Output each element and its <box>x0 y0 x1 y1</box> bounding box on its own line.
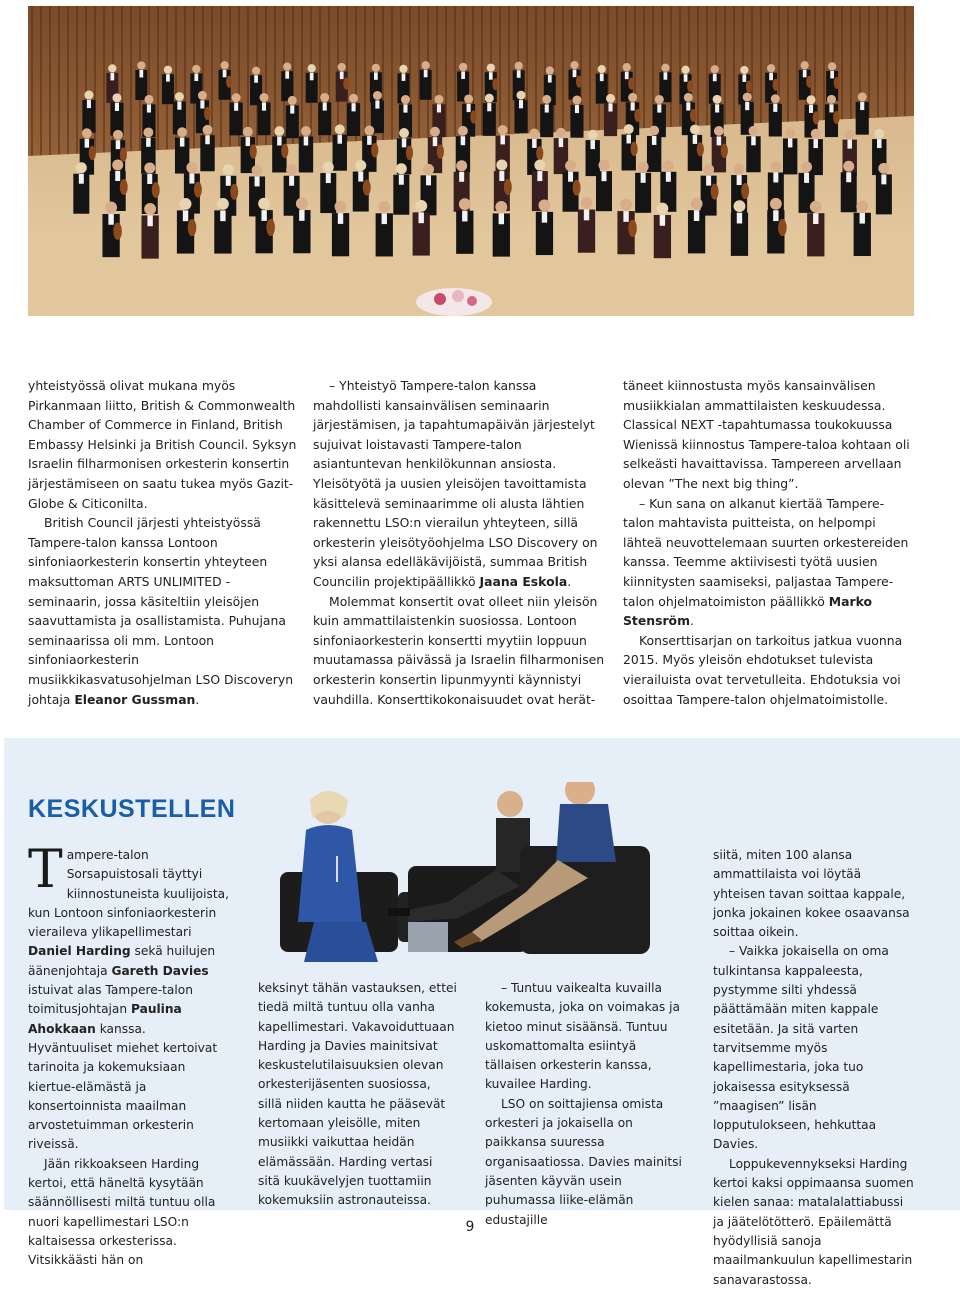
box-column-1 <box>28 840 234 1271</box>
person-name: Eleanor Gussman <box>74 691 196 707</box>
person-name: Jaana Eskola <box>479 573 568 589</box>
person-name: Marko Stensröm <box>623 593 872 629</box>
article-column-3 <box>623 376 915 709</box>
person-name: Paulina Ahokkaan <box>28 1002 182 1036</box>
paragraph: Molemmat konsertit ovat olleet niin yleisön kuin ammattilaistenkin suosiossa. Lontoon sinfoniaorkesterin konsertti myytiin loppuun muutamassa päivässä ja Israelin filharmonisen orkesterin konsertin lipunmyynti käynnistyi vauhdilla. Konserttikokonaisuudet ovat herät- <box>313 593 605 707</box>
paragraph: täneet kiinnostusta myös kansainvälisen musiikkialan ammattilaisten keskuudessa. Classical NEXT -tapahtumassa toukokuussa Wienissä kiinnostus Tampere-taloa kohtaan oli selkeästi havaittavissa. Tampereen arvellaan olevan ”The next big thing”. <box>623 378 910 491</box>
box-heading: KESKUSTELLEN <box>28 795 236 823</box>
paragraph: yhteistyössä olivat mukana myös Pirkanmaan liitto, British & Commonwealth Chamber of Commerce in Finland, British Embassy Helsinki ja British Council. Syksyn Israelin filharmonisen orkesterin konsertin järjestämiseen on saatu tukea myös Gazit-Globe & Citiconilta. <box>28 378 297 511</box>
paragraph: LSO on soittajiensa omista orkesteri ja jokaisella on paikkansa suuressa organisaatiossa. Davies mainitsi jäsenten käyvän usein puhumassa liike-elämän edustajille <box>485 1096 682 1227</box>
person-name: Gareth Davies <box>111 963 209 978</box>
paragraph: – Vaikka jokaisella on oma tulkintansa kappaleesta, pystymme silti yhdessä päättämään miten kappale esitetään. Ja sitä varten tarvitsemme myös kapellimestaria, joka tuo jokaisessa esityksessä ”maagisen” lisän lopputulokseen, hehkuttaa Davies. <box>713 944 889 1152</box>
paragraph: Loppukevennykseksi Harding kertoi kaksi oppimaansa suomen kielen sanaa: matalalattiabussi ja jäätelötötterö. Epäilemättä hyödyllisiä sanoja maailmankuulun kapellimestarin sanavarastossa. <box>713 1156 914 1287</box>
box-column-3 <box>485 979 690 1230</box>
paragraph: British Council järjesti yhteistyössä Tampere-talon kanssa Lontoon sinfoniaorkesterin konsertin yhteyteen maksuttoman ARTS UNLIMITED -seminaarin, jossa käsiteltiin yleisöjen saavuttamista ja osallistamista. Puhujana seminaarissa oli mm. Lontoon sinfoniaorkesterin musiikkikasvatusohjelman LSO Discoveryn johtaja Eleanor Gussman. <box>28 515 294 707</box>
person-name: Daniel Harding <box>28 944 131 959</box>
paragraph: – Tuntuu vaikealta kuvailla kokemusta, joka on voimakas ja kietoo minut sisäänsä. Tuntuu uskomattomalta esiintyä tällaisen orkesterin kanssa, kuvailee Harding. <box>485 981 681 1092</box>
article-column-2 <box>313 376 607 709</box>
paragraph: – Kun sana on alkanut kiertää Tampere-talon mahtavista puitteista, on helpompi lähteä neuvottelemaan suurten orkestereiden kanssa. Teemme aktiivisesti työtä uusien kiinnitysten saamiseksi, paljastaa Tampere-talon ohjelmatoimiston päällikkö Marko Stensröm. <box>623 495 909 629</box>
paragraph: Tampere-talon Sorsapuistosali täyttyi kiinnostuneista kuulijoista, kun Lontoon sinfoniaorkesterin vieraileva ylikapellimestari Daniel Harding sekä huilujen äänenjohtaja Gareth Davies istuivat alas Tampere-talon toimitusjohtajan Paulina Ahokkaan kanssa. Hyväntuuliset miehet kertoivat tarinoita ja kokemuksiaan kiertue-elämästä ja konsertoinnista maailman arvostetuimman orkesterin riveissä. <box>28 840 229 1152</box>
paragraph: – Yhteistyö Tampere-talon kanssa mahdollisti kansainvälisen seminaarin järjestämisen, ja tapahtumapäivän järjestelyt sujuivat loistavasti Tampere-talon asiantuntevan henkilökunnan ansiosta. Yleisötyötä ja uusien yleisöjen tavoittamista käsittelevä seminaarimme oli alusta lähtien rakennettu LSO:n vierailun yhteyteen, sillä orkesterin yleisötyöohjelma LSO Discovery on yksi alansa edelläkävijöistä, summaa British Councilin projektipäällikkö Jaana Eskola. <box>313 378 598 589</box>
orchestra-photo <box>28 6 914 316</box>
box-column-2 <box>258 979 458 1211</box>
panel-discussion-photo <box>258 782 704 972</box>
article-column-1 <box>28 376 300 709</box>
paragraph: siitä, miten 100 alansa ammattilaista voi löytää yhteisen tavan soittaa kappale, jonka jokainen kokee osaavansa soittaa oikein. <box>713 848 910 940</box>
page-number: 9 <box>465 1219 475 1235</box>
paragraph: keksinyt tähän vastauksen, ettei tiedä miltä tuntuu olla vanha kapellimestari. Vakavoiduttuaan Harding ja Davies mainitsivat keskustelutilaisuuksien olevan orkesterijäsenten suosiossa, sillä niiden kautta he pääsevät kertomaan yleisölle, miten musiikki vaikuttaa heidän elämässään. Harding vertasi sitä kuukävelyjen tuottamiin kokemuksiin astronauteissa. <box>258 981 457 1208</box>
paragraph: Konserttisarjan on tarkoitus jatkua vuonna 2015. Myös yleisön ehdotukset tulevista vierailuista ovat tervetulleita. Ehdotuksia voi osoittaa Tampere-talon ohjelmatoimistolle. <box>623 632 903 707</box>
paragraph: Jään rikkoakseen Harding kertoi, että häneltä kysytään säännöllisesti miltä tuntuu olla nuori kapellimestari LSO:n kaltaisessa orkesterissa. Vitsikkäästi hän on <box>28 1156 216 1268</box>
drop-cap: T <box>28 840 63 900</box>
